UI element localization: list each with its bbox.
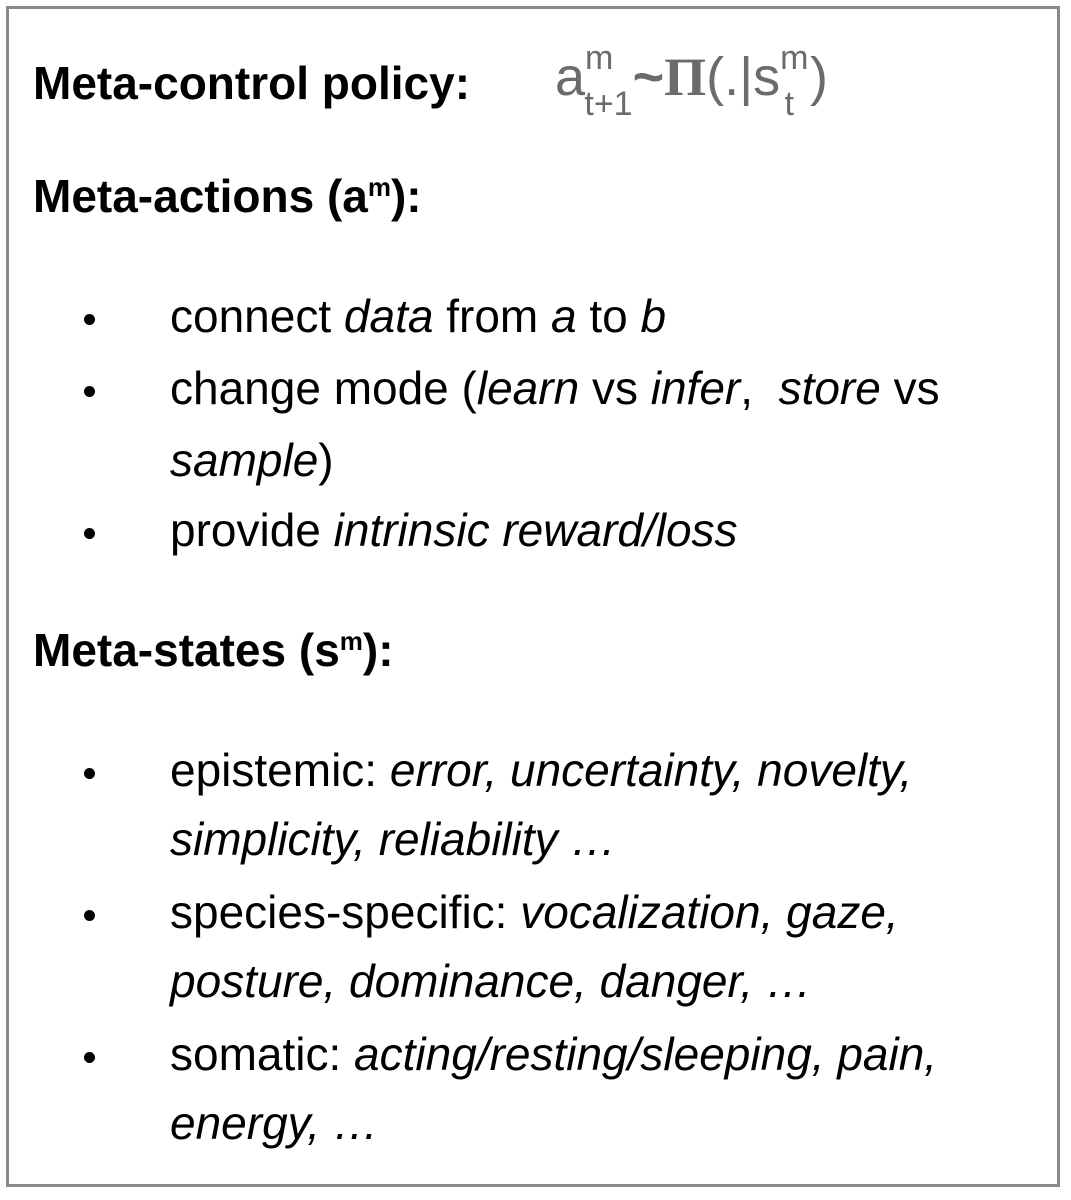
bullet-dot-icon [84, 386, 95, 397]
meta-actions-superscript: m [367, 172, 391, 202]
state-italic: energy, … [170, 1097, 379, 1149]
meta-actions-heading-text: Meta-actions (a [33, 170, 368, 222]
action-italic: data [343, 290, 434, 342]
state-item-species [170, 886, 899, 938]
action-text: change mode ( [170, 362, 477, 414]
state-item-somatic-cont [170, 1097, 379, 1149]
bullet-dot-icon [84, 768, 95, 779]
action-italic: b [640, 290, 667, 342]
state-item-epistemic-cont [170, 813, 617, 865]
state-italic: posture, dominance, danger, … [170, 955, 812, 1007]
state-italic: acting/resting/sleeping, pain, [354, 1028, 938, 1080]
meta-states-heading [33, 624, 394, 676]
bullet-dot-icon [84, 910, 95, 921]
bullet-dot-icon [84, 1052, 95, 1063]
action-item-connect [170, 290, 667, 342]
action-item-provide [170, 504, 738, 556]
state-italic: simplicity, reliability … [170, 813, 617, 865]
policy-label: Meta-control policy: [33, 57, 471, 109]
formula-a: a [555, 47, 586, 107]
bullet-dot-icon [84, 528, 95, 539]
formula-tilde: ~ [632, 47, 665, 107]
formula-a-subscript: t+1 [584, 85, 633, 123]
state-italic: vocalization, gaze, [520, 886, 899, 938]
meta-actions-heading-end: ): [390, 170, 422, 222]
meta-states-superscript: m [339, 626, 363, 656]
action-text: , [740, 362, 779, 414]
state-item-epistemic [170, 744, 913, 796]
formula-open: (.|s [706, 47, 781, 107]
action-italic: sample [170, 434, 319, 486]
action-text: vs [880, 362, 940, 414]
state-item-somatic [170, 1028, 938, 1080]
action-italic: infer [650, 362, 741, 414]
meta-states-heading-end: ): [362, 624, 394, 676]
meta-states-heading-text: Meta-states (s [33, 624, 340, 676]
action-italic: learn [476, 362, 580, 414]
action-item-change-mode-cont [170, 434, 334, 486]
action-text: from [433, 290, 551, 342]
formula-s-superscript: m [780, 39, 809, 77]
policy-formula [555, 39, 828, 123]
bullet-dot-icon [84, 314, 95, 325]
action-text: vs [579, 362, 651, 414]
formula-a-superscript: m [585, 39, 614, 77]
action-item-change-mode [170, 362, 940, 414]
action-italic: a [551, 290, 577, 342]
action-text: connect [170, 290, 344, 342]
action-text: provide [170, 504, 334, 556]
state-label: epistemic: [170, 744, 390, 796]
formula-pi: Π [664, 47, 707, 107]
action-text: to [576, 290, 641, 342]
formula-close: ) [809, 47, 828, 107]
state-item-species-cont [170, 955, 812, 1007]
state-italic: error, uncertainty, novelty, [389, 744, 913, 796]
action-italic: intrinsic reward/loss [333, 504, 738, 556]
state-label: somatic: [170, 1028, 355, 1080]
formula-s-subscript: t [784, 85, 794, 123]
action-italic: store [778, 362, 881, 414]
state-label: species-specific: [170, 886, 521, 938]
meta-actions-heading [33, 170, 422, 222]
action-text: ) [318, 434, 334, 486]
